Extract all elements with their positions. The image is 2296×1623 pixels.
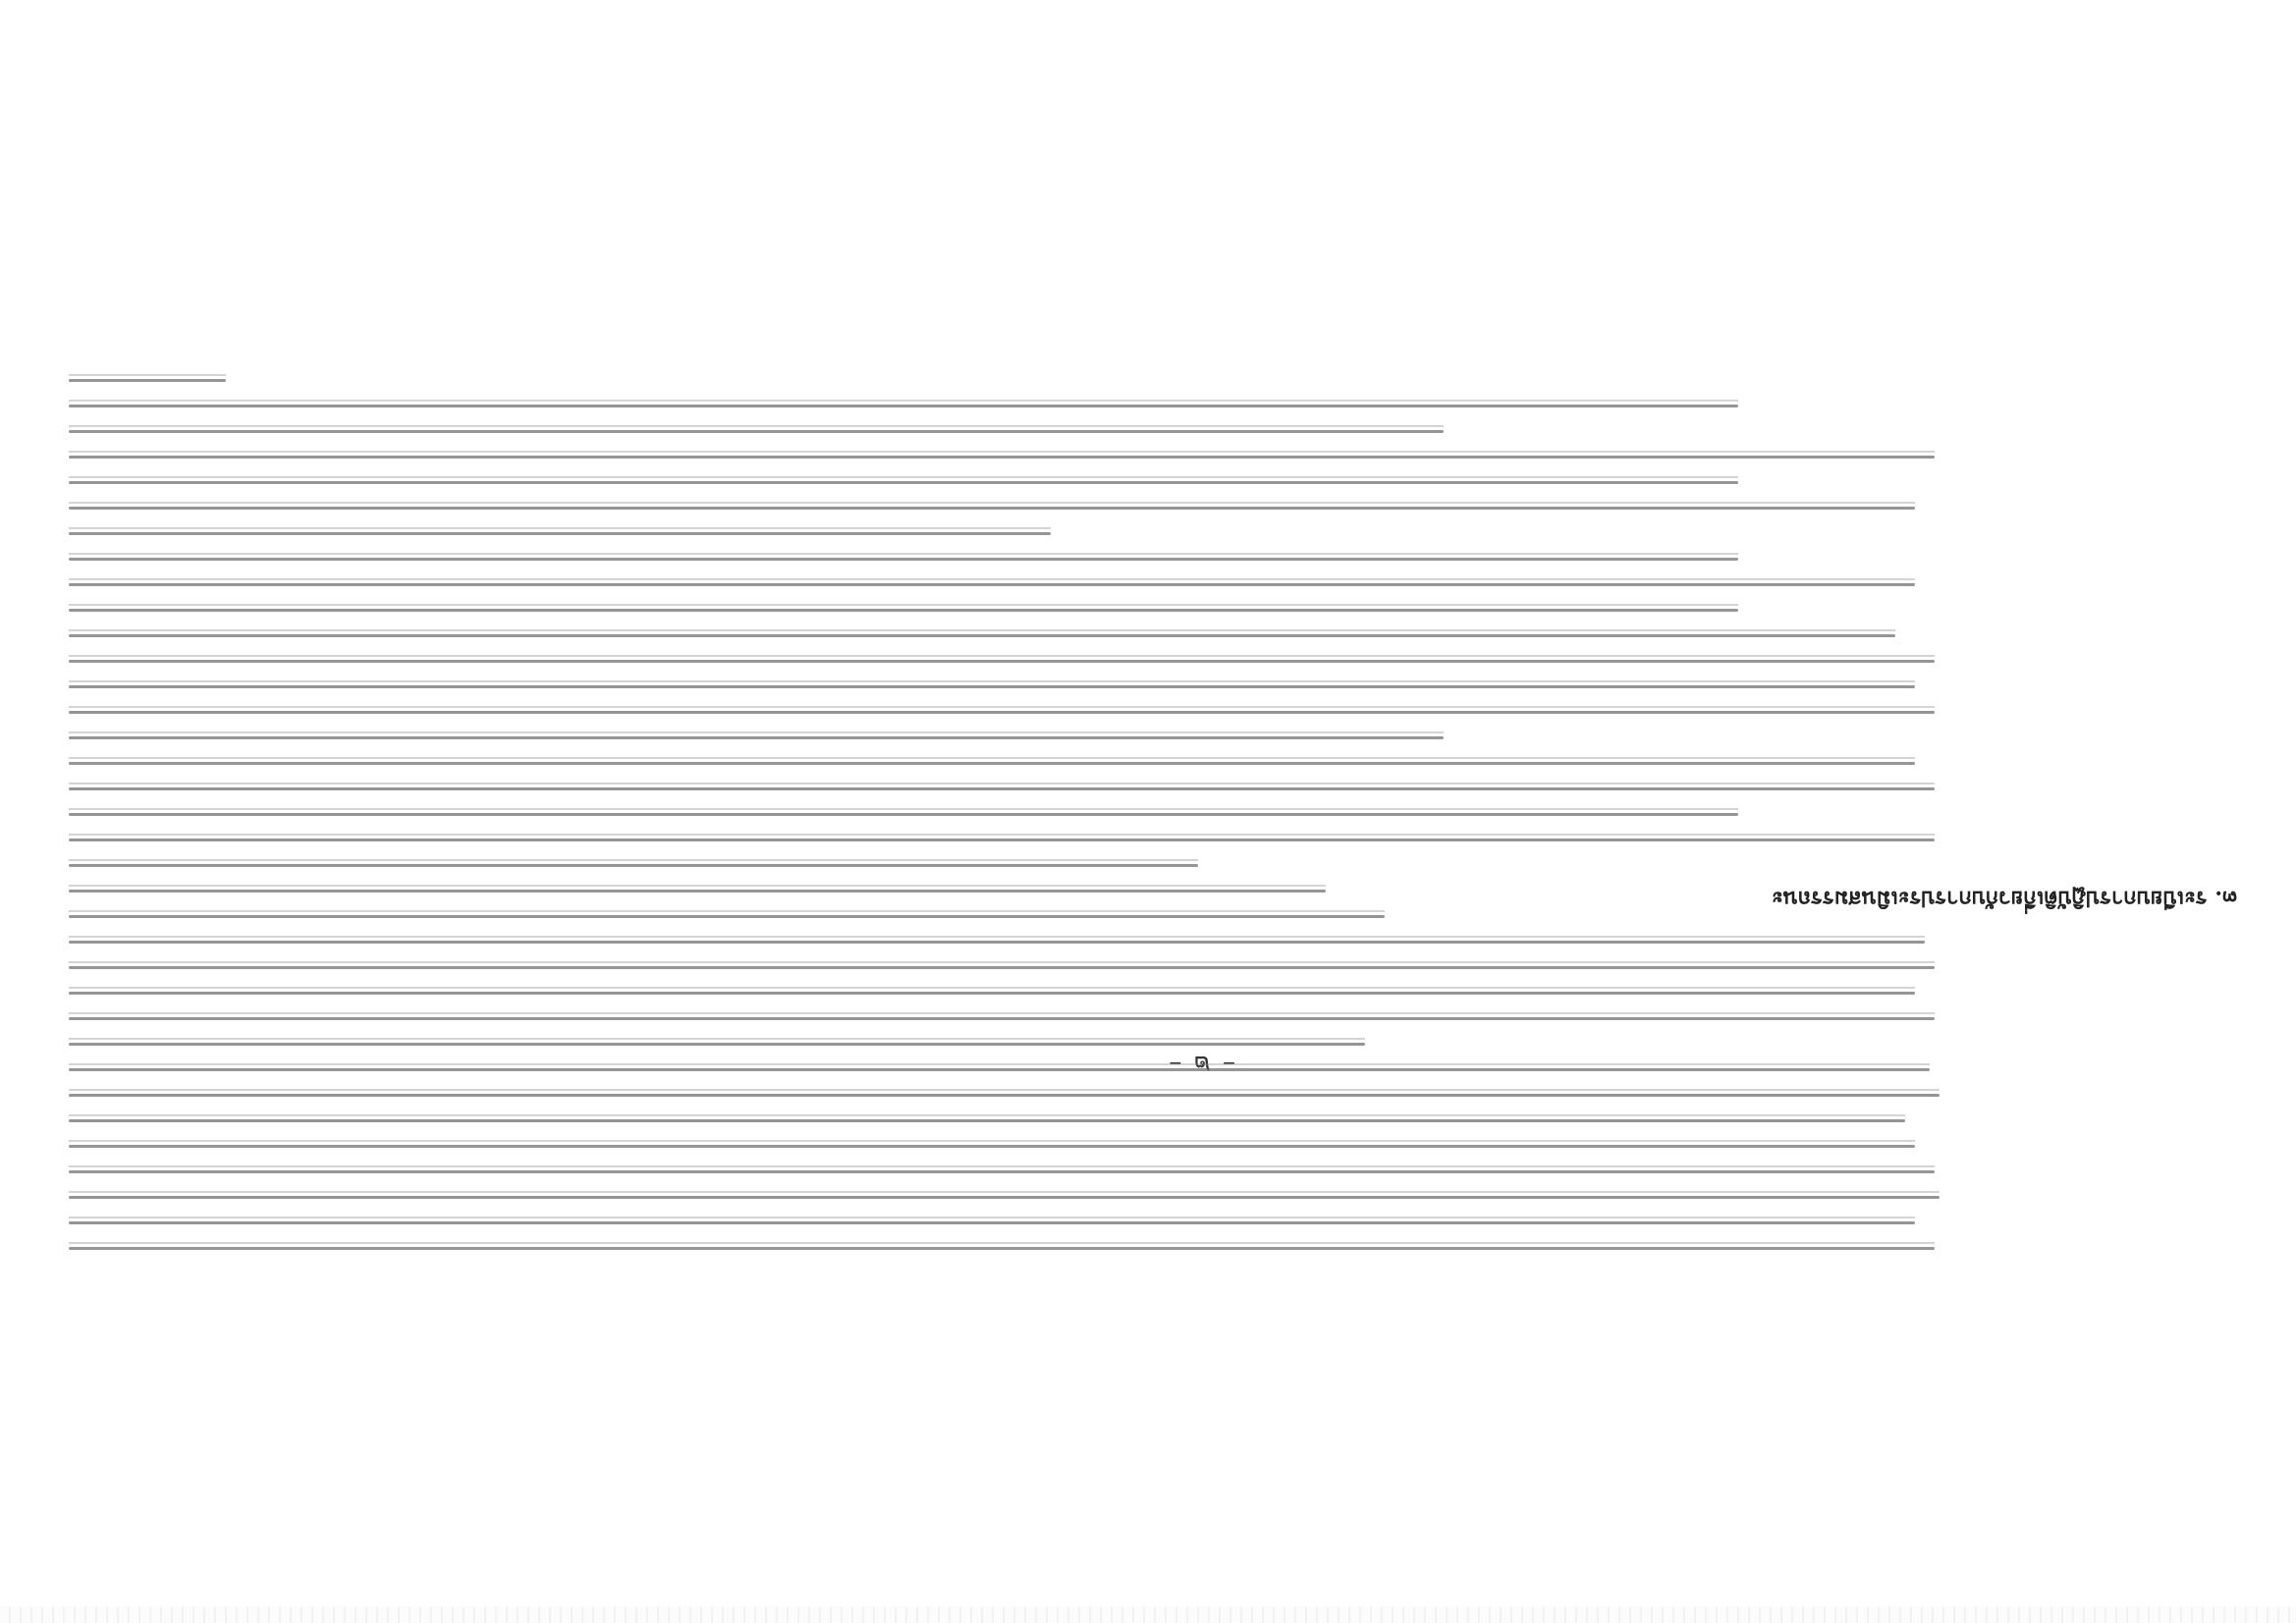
text-line [69,1043,1365,1046]
section-heading: ๓. ระเบียบการปฏิบัติเกี่ยวกับการประเมินสมรรถนะ [1771,886,2237,911]
text-line [69,634,1895,637]
text-line [69,787,1935,790]
text-line [69,609,1738,612]
text-line [69,660,1935,663]
text-line [69,1068,1930,1071]
text-line [69,430,1444,433]
text-line [69,405,1738,407]
text-line [69,507,1915,510]
text-line [69,1094,1940,1097]
text-line [69,711,1935,714]
text-line [69,1247,1935,1250]
text-line [69,839,1935,841]
text-line [69,992,1915,995]
text-line [69,941,1925,944]
text-line [69,583,1915,586]
text-line [69,1145,1915,1148]
text-line [69,915,1385,918]
text-line [69,1119,1905,1122]
text-line [69,966,1935,969]
text-line [69,379,226,382]
text-line [69,813,1738,816]
text-line [69,481,1738,484]
text-line [69,890,1326,893]
text-line [69,1221,1915,1224]
text-line [69,864,1198,867]
text-line [69,558,1738,561]
text-line [69,532,1051,535]
text-line [69,1170,1935,1173]
text-line [69,1017,1935,1020]
scan-edge [0,1606,2296,1623]
text-line [69,762,1915,765]
text-line [69,1196,1940,1199]
text-line [69,685,1915,688]
text-line [69,456,1935,459]
text-line [69,736,1444,739]
